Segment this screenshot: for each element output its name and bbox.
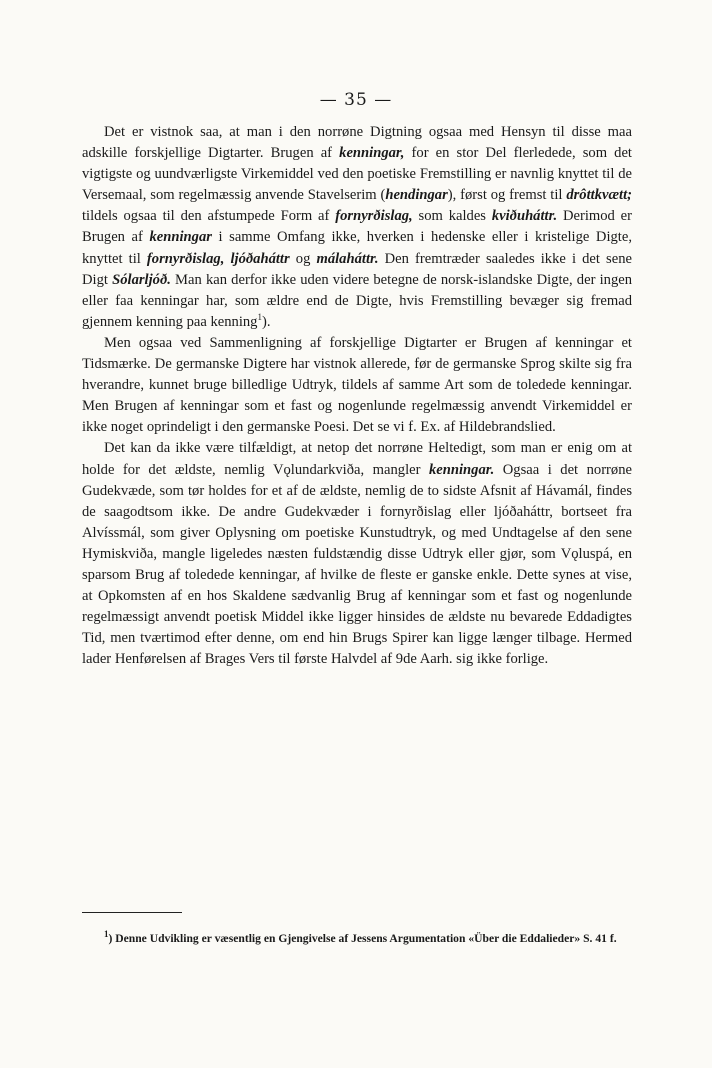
text-segment: tildels ogsaa til den afstumpede Form af [82, 208, 336, 225]
text-segment: i samme Omfang ikke, hverken i hedenske eller i kristelige Digte, knyttet til [82, 229, 632, 267]
page-number: — 35 — [319, 90, 393, 110]
italic-term: kenningar. [428, 461, 495, 478]
text-segment: som kaldes [412, 208, 492, 225]
text-segment: ). [261, 313, 271, 330]
text-segment: og [289, 250, 317, 267]
italic-term: kenningar, [339, 145, 405, 162]
text-segment: for en stor Del flerledede, som det vigtigste og uundværligste Virkemiddel ved den poetiske Fremstilling er navnlig knyttet til de Versemaal, som regelmæssig anvende Stavelserim ( [82, 145, 632, 204]
footnote-reference: 1 [257, 311, 262, 322]
footnote-text: ) Denne Udvikling er væsentlig en Gjengivelse af Jessens Argumentation «Über die Eddalieder» S. 41 f. [108, 932, 617, 945]
italic-term: hendingar [385, 187, 448, 204]
footnote [82, 929, 632, 948]
body-text [82, 122, 632, 670]
italic-term: fornyrðislag, [335, 208, 413, 225]
text-segment: ), først og fremst til [447, 187, 567, 204]
text-segment: Man kan derfor ikke uden videre betegne de norsk-islandske Digte, der ingen eller faa kenningar har, som ældre end de Digte, hvis Fremstilling bevæger sig fremad gjennem kenning paa kenning [82, 271, 633, 330]
paragraph [82, 438, 632, 670]
italic-term: málaháttr. [316, 250, 379, 267]
italic-term: kviðuháttr. [491, 208, 558, 225]
text-segment: Det kan da ikke være tilfældigt, at netop det norrøne Heltedigt, som man er enig om at holde for det ældste, nemlig Vǫlundarkviða, mangler [82, 440, 632, 478]
text-segment: Det er vistnok saa, at man i den norrøne Digtning ogsaa med Hensyn til disse maa adskille forskjellige Digtarter. Brugen af [82, 124, 632, 162]
text-segment: Ogsaa i det norrøne Gudekvæde, som tør holdes for et af de ældste, nemlig de to sidste Afsnit af Hávamál, findes de saagodtsom ikke. De andre Gudekvæder i fornyrðislag eller ljóðaháttr, bortseet fra Alvíssmál, som giver Oplysning om poetiske Kunstudtryk, og med Undtagelse af den sene Hymiskviða, mangle ligeledes næsten fuldstændig disse Udtryk eller gjør, som Vǫluspá, en sparsom Brug af toledede kenningar, af hvilke de fleste er ganske enkle. Dette synes at vise, at Opkomsten af en hos Skaldene sædvanlig Brug af kenningar som et fast og nogenlunde regelmæssigt anvendt poetisk Middel ikke ligger hinsides de ældste nu bevarede Eddadigtes Tid, men tværtimod efter denne, om end hin Brugs Spirer kan ligge længer tilbage. Hermed lader Henførelsen af Brages Vers til første Halvdel af 9de Aarh. sig ikke forlige. [82, 461, 632, 668]
text-segment: Den fremtræder saaledes ikke i det sene Digt [82, 250, 632, 288]
paragraph [82, 333, 632, 438]
footnote-rule [82, 912, 182, 913]
italic-term: kenningar [149, 229, 212, 246]
text-segment: Men ogsaa ved Sammenligning af forskjellige Digtarter er Brugen af kenningar et Tidsmærke. De germanske Digtere har vistnok allerede, før de germanske Sprog skilte sig fra hverandre, kunnet bruge billedlige Udtryk, tildels af samme Art som de toledede kenningar. Men Brugen af kenningar som et fast og nogenlunde regelmæssig anvendt Virkemiddel er ikke noget oprindeligt i den germanske Poesi. Det se vi f. Ex. af Hildebrandslied. [82, 334, 632, 436]
text-segment: Derimod er Brugen af [82, 208, 633, 246]
italic-term: fornyrðislag, ljóðaháttr [146, 250, 290, 267]
italic-term: drôttkvætt; [566, 187, 632, 204]
italic-term: Sólarljóð. [112, 271, 171, 288]
footnote-marker: 1 [104, 929, 109, 940]
paragraph [82, 122, 632, 333]
